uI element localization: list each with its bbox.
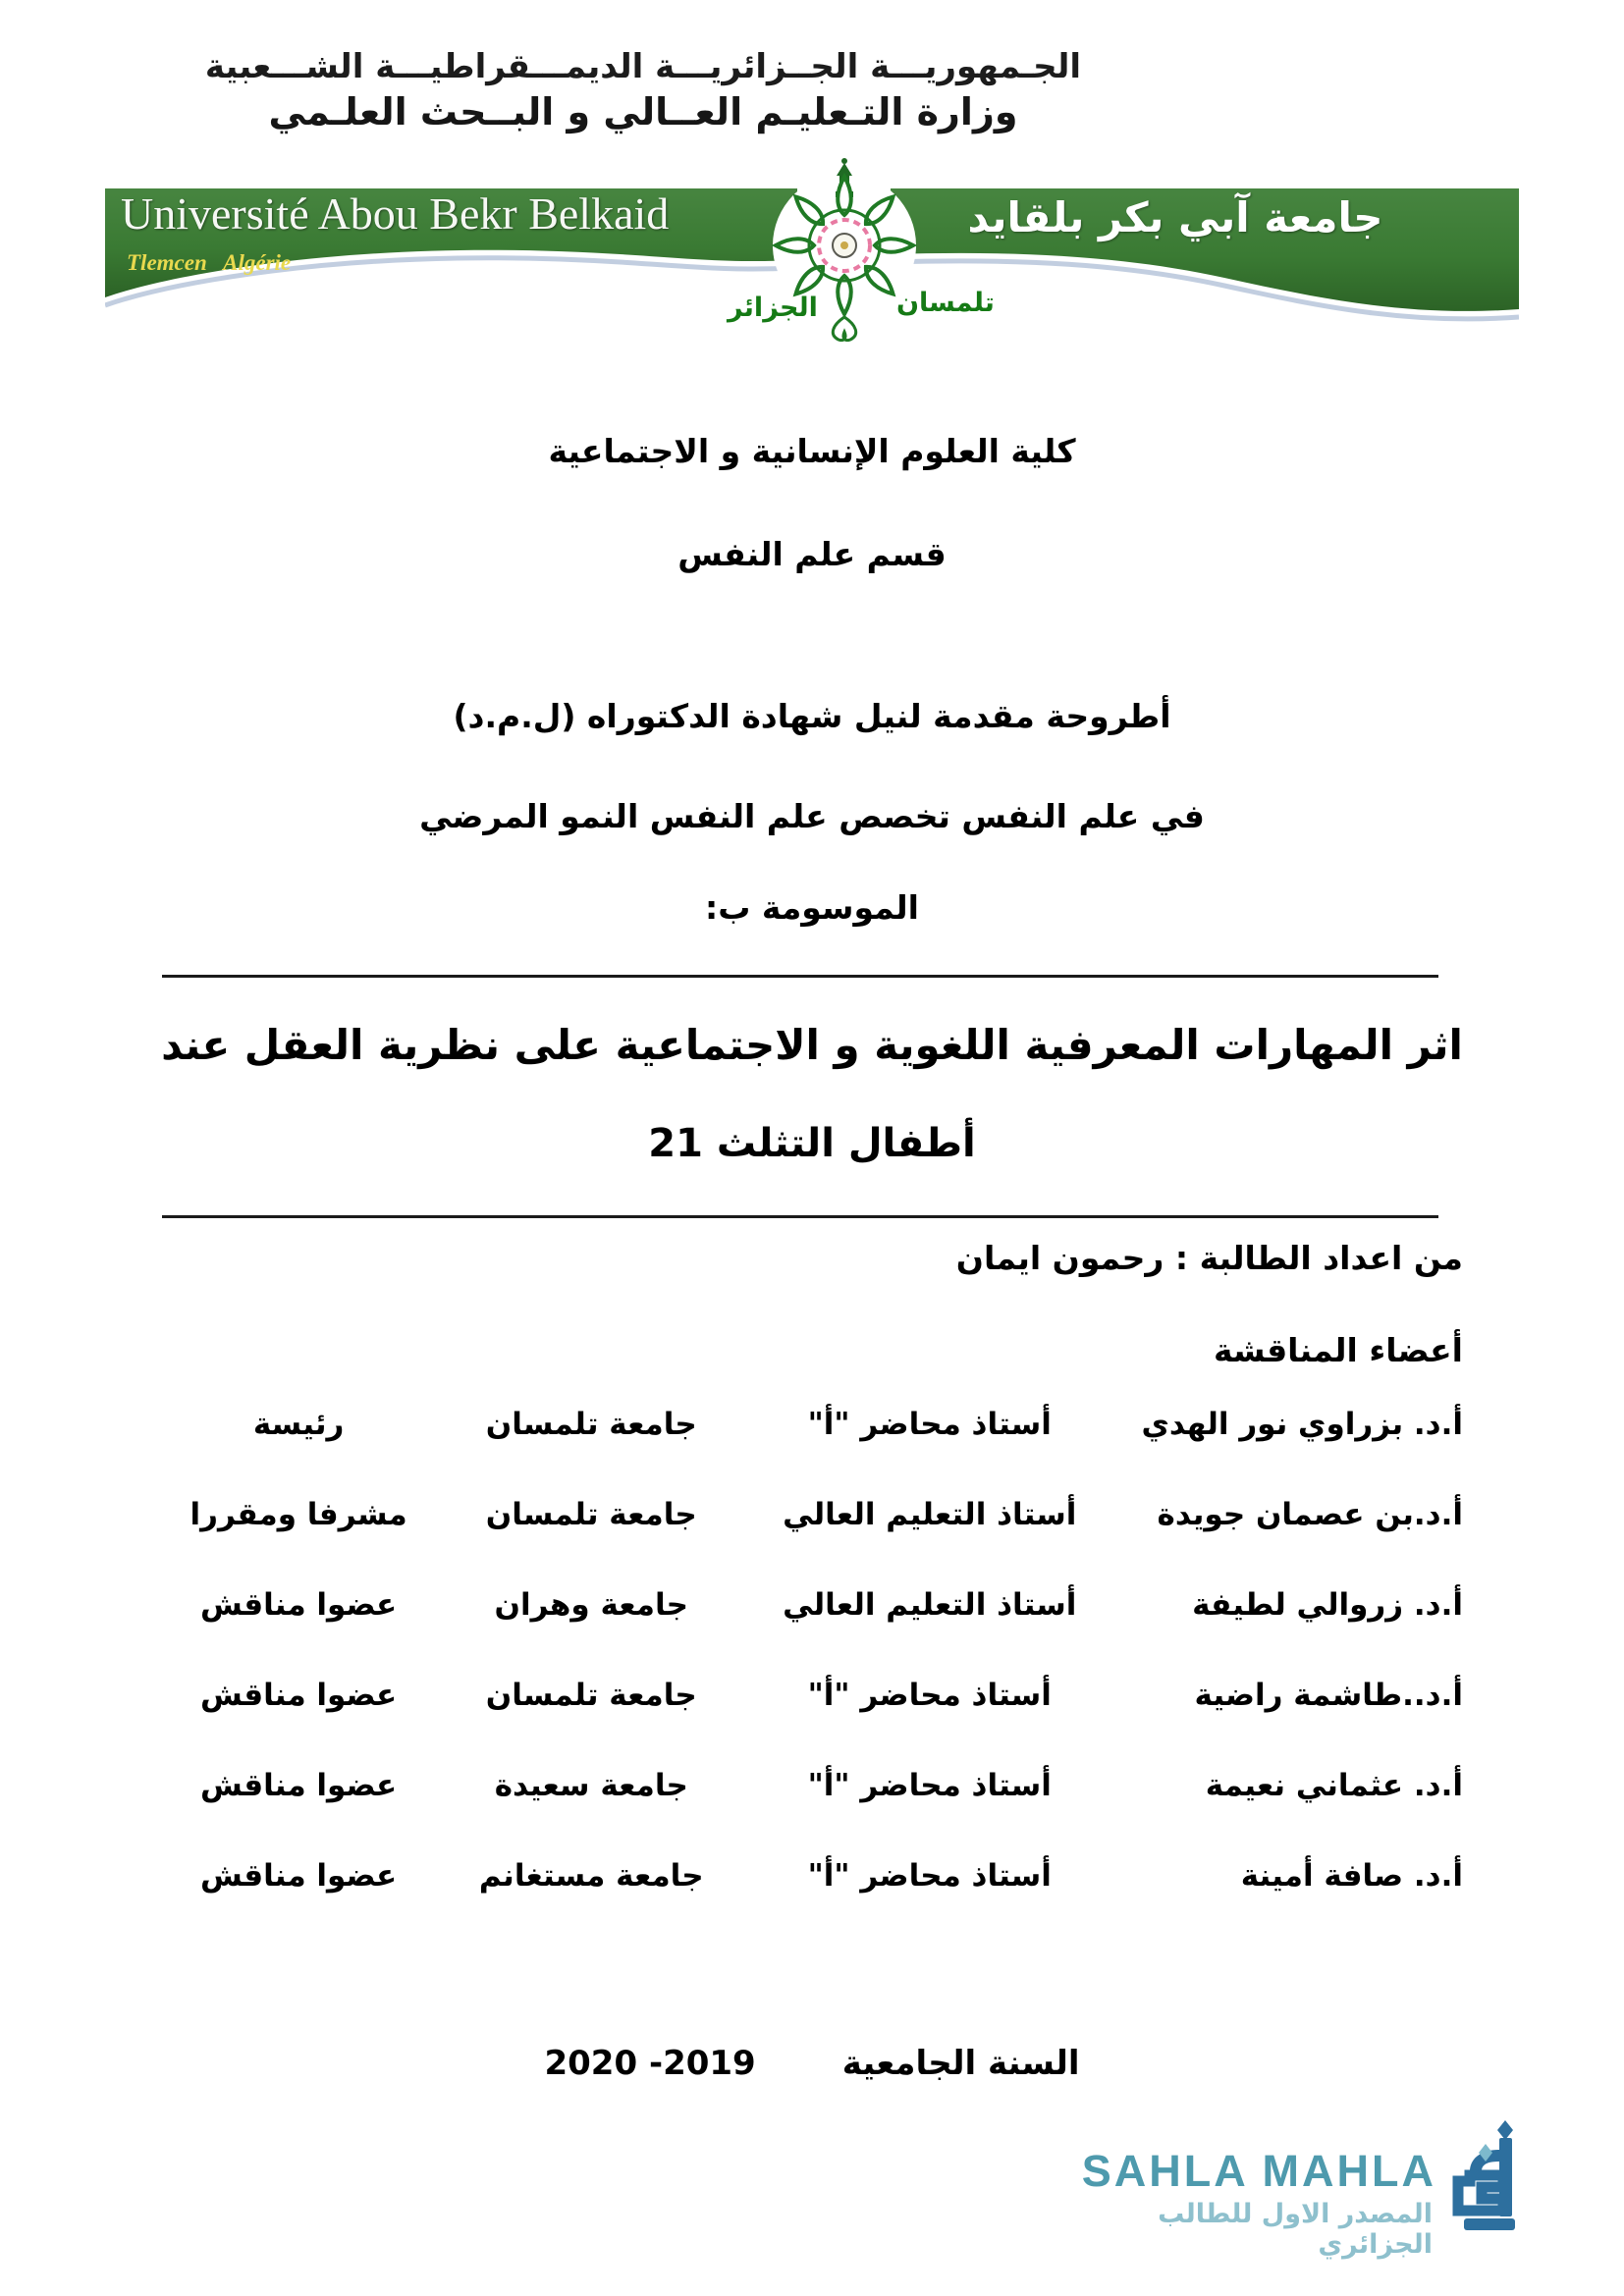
member-university: جامعة وهران [494,1587,688,1623]
member-role: عضوا مناقش [200,1858,398,1894]
banner-graphic [105,152,1519,358]
republic-title: الجـمهوريـــة الجــزائريـــة الديمـــقراطيـــة الشـــعبية [204,47,1082,86]
member-rank: أستاذ محاضر "أ" [807,1858,1052,1894]
table-row [162,1582,1463,1629]
department-name: قسم علم النفس [677,535,947,573]
thesis-statement-line2: في علم النفس تخصص علم النفس النمو المرضي [419,797,1205,835]
member-name: أ.د. صافة أمينة [1240,1858,1463,1894]
member-role: عضوا مناقش [200,1678,398,1713]
faculty-name: كلية العلوم الإنسانية و الاجتماعية [548,432,1076,470]
university-name-french: Université Abou Bekr Belkaid [121,188,670,239]
university-location: Tlemcen Algérie [127,250,292,275]
city-label: تلمسان [896,288,995,318]
table-row [162,1763,1463,1809]
member-name: أ.د. عثماني نعيمة [1205,1768,1463,1803]
sahla-mahla-watermark [1059,2120,1531,2272]
sahla-mahla-logo-icon [1440,2120,1531,2248]
divider-bottom [162,1215,1438,1218]
member-role: عضوا مناقش [200,1768,398,1803]
thesis-title-line1: اثر المهارات المعرفية اللغوية و الاجتماعية على نظرية العقل عند [161,1021,1463,1069]
academic-year-value: 2019- 2020 [544,2044,756,2083]
university-name-arabic: جامعة آبي بكر بلقايد [967,193,1383,241]
member-university: جامعة مستغانم [478,1858,704,1894]
table-row [162,1492,1463,1538]
committee-table [162,1402,1463,1944]
ministry-title: وزارة التـعليـم العــالي و البــحث العلـمي [268,90,1018,133]
member-university: جامعة تلمسان [485,1497,697,1532]
member-rank: أستاذ محاضر "أ" [807,1768,1052,1803]
member-role: مشرفا ومقررا [189,1497,407,1532]
member-rank: أستاذ التعليم العالي [783,1497,1077,1532]
titled-label: الموسومة ب: [705,888,919,927]
table-row [162,1853,1463,1899]
committee-heading: أعضاء المناقشة [1213,1331,1463,1369]
member-rank: أستاذ التعليم العالي [783,1587,1077,1623]
member-name: أ.د..طاشمة راضية [1194,1678,1463,1713]
member-university: جامعة سعيدة [494,1768,688,1803]
table-row [162,1402,1463,1448]
member-rank: أستاذ محاضر "أ" [807,1407,1052,1442]
member-name: أ.د. زروالي لطيفة [1192,1587,1463,1623]
brand-tagline: المصدر الاول للطالب الجزائري [1158,2199,1433,2260]
university-banner [105,152,1519,358]
member-name: أ.د.بن عصمان جويدة [1157,1497,1463,1532]
thesis-statement-line1: أطروحة مقدمة لنيل شهادة الدكتوراه (ل.م.د) [453,697,1171,735]
member-rank: أستاذ محاضر "أ" [807,1678,1052,1713]
member-name: أ.د. بزراوي نور الهدي [1141,1407,1463,1442]
academic-year [0,2044,1624,2083]
member-university: جامعة تلمسان [485,1407,697,1442]
brand-name: SAHLA MAHLA [1081,2146,1436,2196]
country-label: الجزائر [728,293,818,323]
divider-top [162,975,1438,978]
member-role: رئيسة [252,1407,345,1442]
member-role: عضوا مناقش [200,1587,398,1623]
academic-year-label: السنة الجامعية [841,2044,1080,2083]
prepared-by: من اعداد الطالبة : رحمون ايمان [955,1239,1463,1277]
member-university: جامعة تلمسان [485,1678,697,1713]
table-row [162,1673,1463,1719]
thesis-title-line2: أطفال التثلث 21 [648,1121,976,1166]
